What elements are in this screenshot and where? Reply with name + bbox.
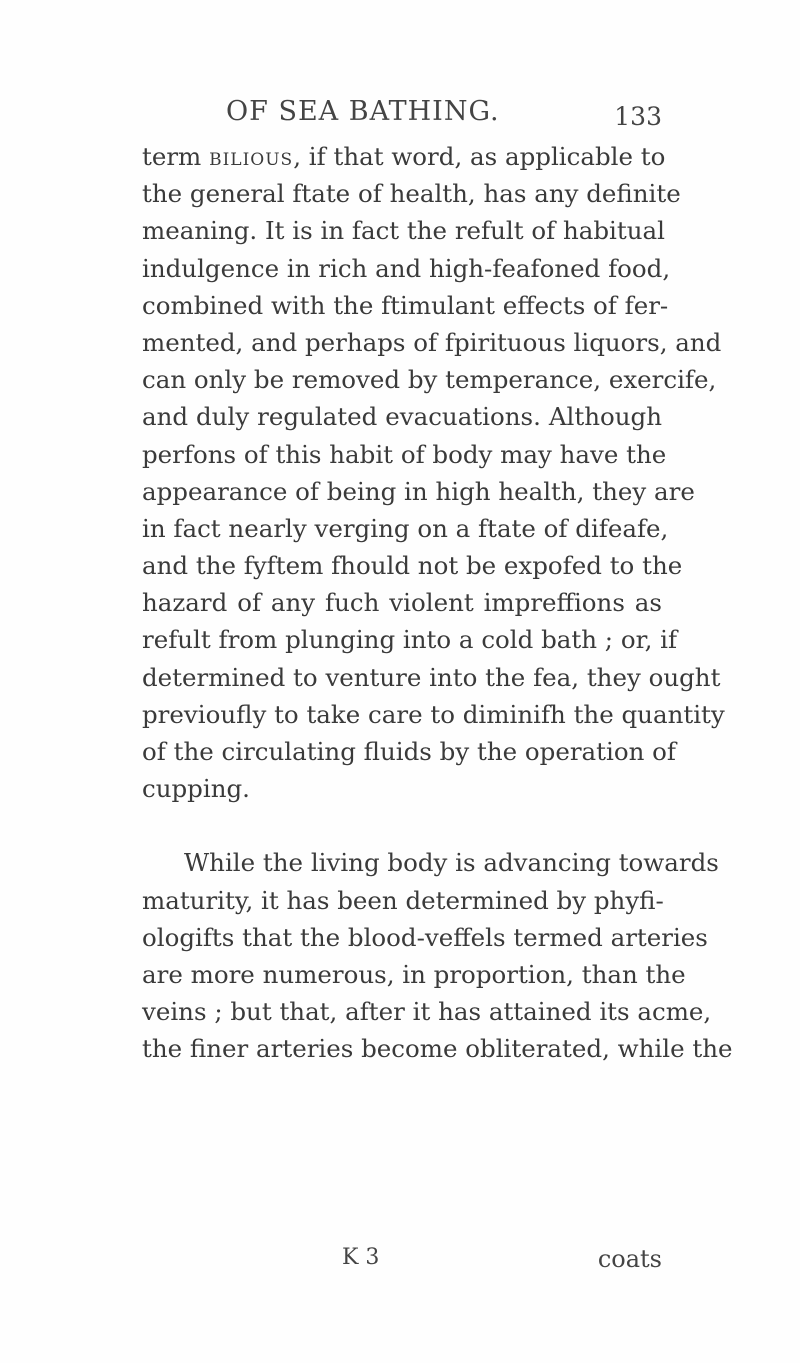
page-number: 133 [614,102,662,131]
text-line: and duly regulated evacuations. Although [142,402,662,432]
text-line: mented, and perhaps of fpirituous liquors, and [142,327,722,357]
first-line-rest: , if that word, as applicable to [293,142,666,171]
page-footer [142,1245,662,1285]
smallcaps-term: bilious [209,142,294,171]
paragraph-1 [142,138,725,807]
catchword: coats [597,1245,662,1273]
paragraph-gap [142,807,662,844]
text-line: can only be removed by temperance, exercife, [142,365,717,395]
text-line [142,138,666,175]
text-line: determined to venture into the fea, they ought [142,662,721,692]
running-head [142,96,662,136]
text-line: While the living body is advancing towards [184,848,719,878]
text-line: indulgence in rich and high-feafoned food, [142,253,671,283]
text-line: and the fyftem fhould not be expofed to the [142,551,683,581]
text-line: appearance of being in high health, they are [142,476,695,506]
first-word: term [142,142,210,171]
text-line: refult from plunging into a cold bath ; or, if [142,625,678,655]
text-line: maturity, it has been determined by phyfi- [142,885,664,915]
text-line: meaning. It is in fact the refult of habitual [142,216,665,246]
text-line: the general ftate of health, has any definite [142,179,681,209]
text-line: of the circulating fluids by the operation of [142,737,676,766]
text-line: previoufly to take care to diminifh the quantity [142,699,725,729]
text-line: ologifts that the blood-veffels termed arteries [142,922,708,952]
text-line: are more numerous, in proportion, than the [142,959,686,989]
text-line: perfons of this habit of body may have the [142,439,667,469]
paragraph-2 [142,844,733,1067]
text-line: the finer arteries become obliterated, while the [142,1034,733,1064]
running-title: OF SEA BATHING. [226,96,500,127]
text-line: in fact nearly verging on a ftate of difeafe, [142,513,669,543]
text-line: cupping. [142,774,250,804]
body-text [142,138,733,1068]
signature-mark: K 3 [342,1245,380,1270]
text-line: veins ; but that, after it has attained its acme, [142,997,712,1027]
text-line: hazard of any fuch violent impreffions as [142,588,662,618]
text-line: combined with the ftimulant effects of fer- [142,290,669,320]
